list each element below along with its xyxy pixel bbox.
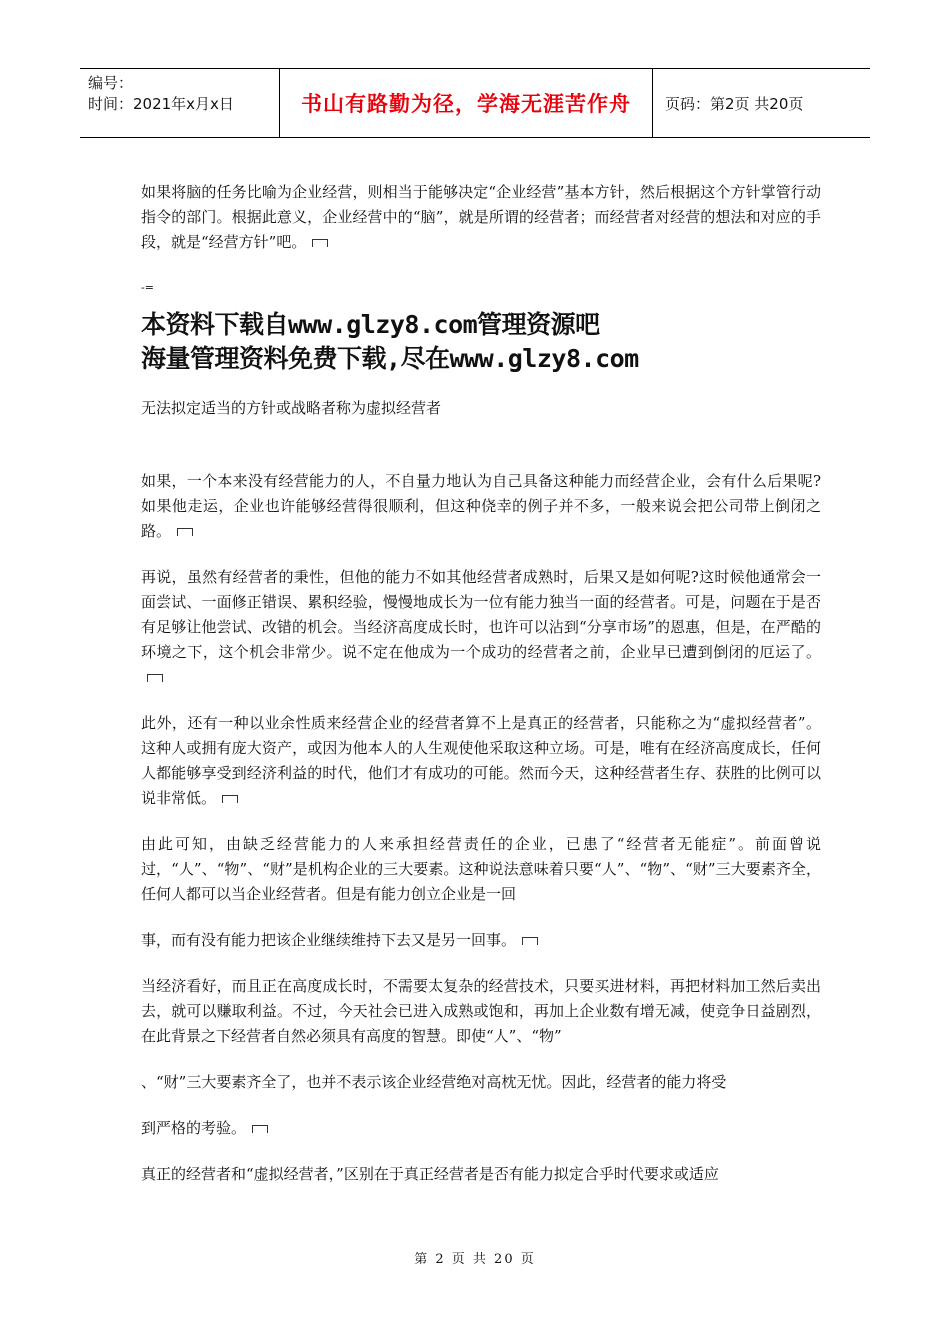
return-mark-icon [177, 528, 193, 536]
header-page-info: 页码：第2页 共20页 [665, 94, 804, 113]
paragraph: 当经济看好，而且正在高度成长时，不需要太复杂的经营技术，只要买进材料，再把材料加工然后卖出去，就可以赚取利益。不过，今天社会已进入成熟或饱和，再加上企业数有增无减，使竞争日益剧烈，在此背景之下经营者自然必须具有高度的智慧。即使“人”、“物” [141, 977, 821, 1045]
paragraph: 真正的经营者和“虚拟经营者，”区别在于真正经营者是否有能力拟定合乎时代要求或适应 [141, 1165, 719, 1183]
small-mark: -= [141, 281, 154, 294]
paragraph: 由此可知，由缺乏经营能力的人来承担经营责任的企业，已患了“经营者无能症”。前面曾说过，“人”、“物”、“财”是机构企业的三大要素。这种说法意味着只要“人”、“物”、“财”三大要素齐全，任何人都可以当企业经营者。但是有能力创立企业是一回 [141, 835, 821, 903]
return-mark-icon [312, 239, 328, 247]
paragraph: 到严格的考验。 [141, 1116, 821, 1141]
paragraph: 事，而有没有能力把该企业继续维持下去又是另一回事。 [141, 928, 821, 953]
ad-line: 海量管理资料免费下载,尽在www.glzy8.com [141, 344, 639, 373]
page-header [80, 68, 870, 138]
ad-line: 本资料下载自www.glzy8.com管理资源吧 [141, 310, 600, 339]
date-label: 时间：2021年x月x日 [88, 95, 234, 113]
paragraph: 、“财”三大要素齐全了，也并不表示该企业经营绝对高枕无忧。因此，经营者的能力将受 [141, 1073, 727, 1091]
number-label: 编号： [88, 74, 134, 92]
page-footer: 第 2 页 共 20 页 [414, 1252, 536, 1267]
return-mark-icon [147, 674, 163, 682]
paragraph: 如果，一个本来没有经营能力的人，不自量力地认为自己具备这种能力而经营企业，会有什么后果呢?如果他走运，企业也许能够经营得很顺利，但这种侥幸的例子并不多，一般来说会把公司带上倒闭之路。 [141, 472, 821, 540]
section-heading: 无法拟定适当的方针或战略者称为虚拟经营者 [141, 399, 442, 417]
return-mark-icon [252, 1125, 268, 1133]
document-body [141, 180, 821, 1187]
return-mark-icon [522, 937, 538, 945]
paragraph: 如果将脑的任务比喻为企业经营，则相当于能够决定“企业经营”基本方针，然后根据这个方针掌管行动指令的部门。根据此意义，企业经营中的“脑”，就是所谓的经营者；而经营者对经营的想法和对应的手段，就是“经营方针”吧。 [141, 183, 821, 251]
header-motto: 书山有路勤为径，学海无涯苦作舟 [280, 69, 653, 137]
paragraph: 再说，虽然有经营者的秉性，但他的能力不如其他经营者成熟时，后果又是如何呢?这时候他通常会一面尝试、一面修正错误、累积经验，慢慢地成长为一位有能力独当一面的经营者。可是，问题在于是否有足够让他尝试、改错的机会。当经济高度成长时，也许可以沾到“分享市场”的恩惠，但是，在严酷的环境之下，这个机会非常少。说不定在他成为一个成功的经营者之前，企业早已遭到倒闭的厄运了。 [141, 565, 821, 690]
header-meta [80, 69, 280, 137]
return-mark-icon [222, 795, 238, 803]
paragraph: 此外，还有一种以业余性质来经营企业的经营者算不上是真正的经营者，只能称之为“虚拟经营者”。 这种人或拥有庞大资产，或因为他本人的人生观使他采取这种立场。可是，唯有在经济高度成长，任何人都能够享受到经济利益的时代，他们才有成功的可能。然而今天，这种经营者生存、获胜的比例可以说非常低。 [141, 714, 821, 807]
